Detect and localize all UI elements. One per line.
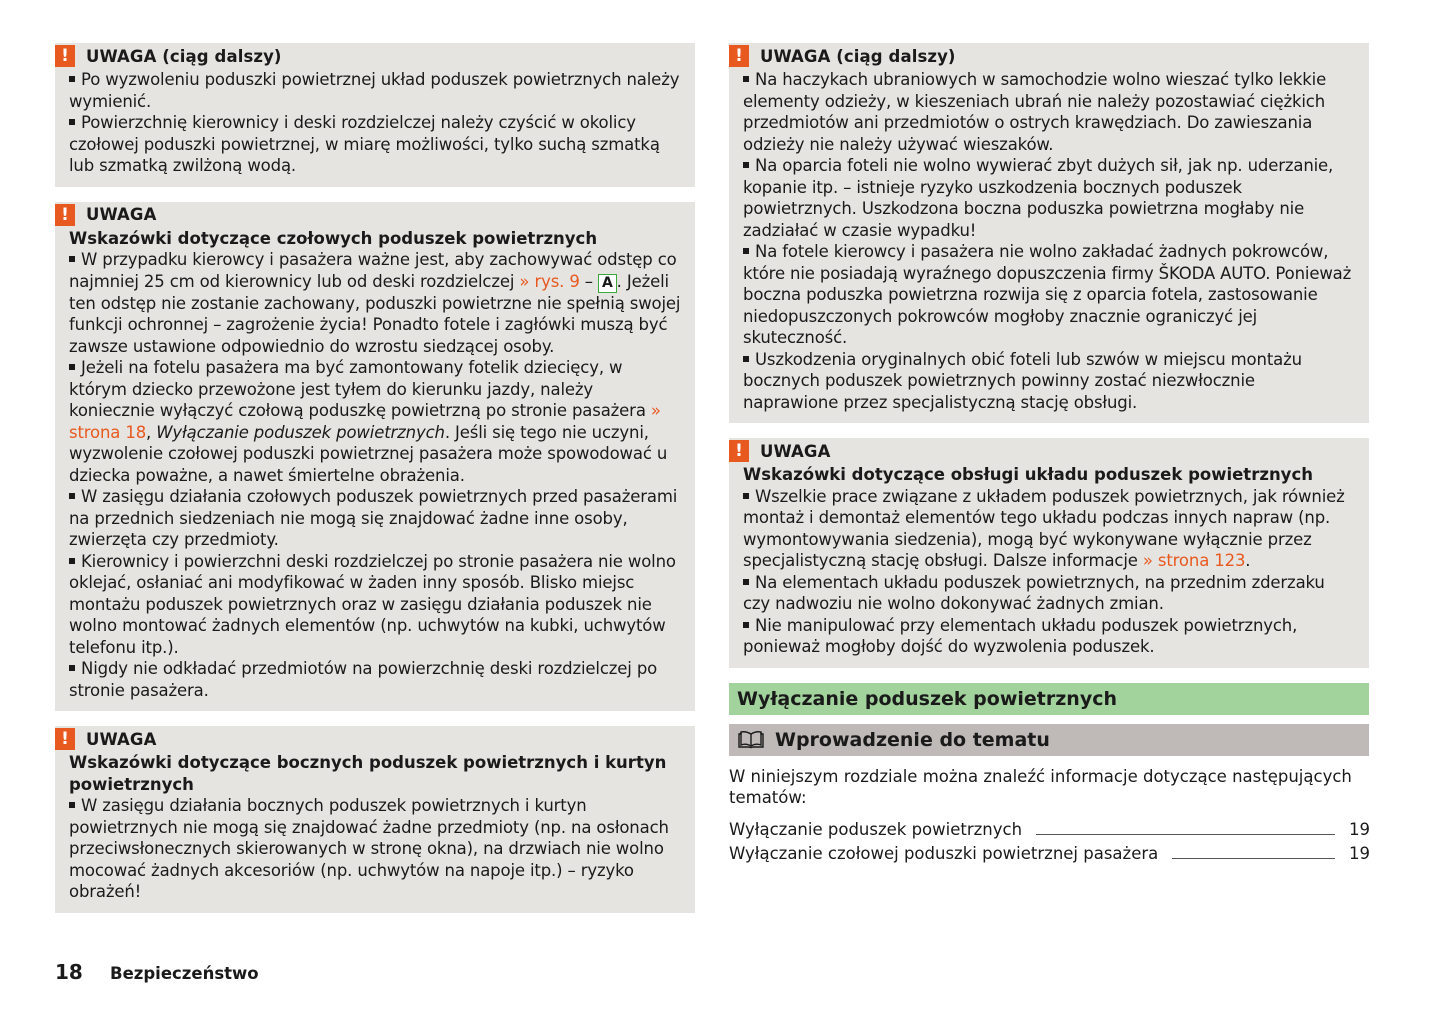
warning-item: Na haczykach ubraniowych w samochodzie wolno wieszać tylko lekkie elementy odzieży, w kieszeniach ubrań nie należy pozostawiać ciężkich przedmiotów ani przedmiotów o ostrych krawędziach. Do zawieszania odzieży nie należy używać wieszaków. [743, 70, 1327, 154]
warning-box-airbag-service [729, 438, 1369, 668]
warning-title: UWAGA (ciąg dalszy) [86, 46, 282, 66]
warning-box-side-airbags [55, 726, 695, 913]
warning-box-continued [55, 43, 695, 187]
section-heading: Wyłączanie poduszek powietrznych [729, 683, 1369, 715]
page-link[interactable]: » strona 18 [69, 401, 661, 442]
book-icon [737, 731, 765, 749]
subsection-heading [729, 724, 1369, 756]
section-reference: Wyłączanie poduszek powietrznych [156, 422, 445, 442]
toc-entry-page: 19 [1349, 843, 1370, 863]
toc-entry-label: Wyłączanie poduszek powietrznych [729, 819, 1023, 839]
figure-label-tag: A [598, 274, 617, 293]
warning-title: UWAGA [86, 205, 157, 224]
toc-leader-line [1172, 858, 1335, 859]
bullet-icon [743, 622, 749, 628]
warning-box-continued [729, 43, 1369, 423]
warning-exclamation-icon: ! [55, 45, 75, 67]
right-column [729, 43, 1369, 866]
bullet-icon [69, 119, 75, 125]
bullet-icon [69, 76, 75, 82]
warning-header [55, 726, 681, 752]
warning-header [729, 438, 1355, 464]
warning-item: Na oparcia foteli nie wolno wywierać zbyt dużych sił, jak np. uderzanie, kopanie itp. – istnieje ryzyko uszkodzenia bocznych poduszek powietrznych. Uszkodzona boczna poduszka powietrzna mogłaby nie zadziałać w czasie wypadku! [743, 156, 1334, 240]
warning-item: Nigdy nie odkładać przedmiotów na powierzchnię deski rozdzielczej po stronie pasażera. [69, 659, 658, 700]
warning-title: UWAGA [86, 729, 157, 749]
bullet-icon [69, 364, 75, 370]
warning-exclamation-icon: ! [729, 45, 749, 67]
toc-entry[interactable] [729, 842, 1369, 866]
warning-item: Na elementach układu poduszek powietrznych, na przednim zderzaku czy nadwoziu nie wolno dokonywać żadnych zmian. [743, 572, 1325, 613]
warning-header [55, 202, 681, 228]
bullet-icon [743, 76, 749, 82]
warning-item: W zasięgu działania bocznych poduszek powietrznych i kurtyn powietrznych nie mogą się znajdować żadne przedmioty (np. na osłonach przeciwsłonecznych skierowanych w stronę okna), na drzwiach nie wolno mocować żadnych akcesoriów (np. uchwytów na napoje itp.) – ryzyko obrażeń! [69, 796, 669, 901]
warning-title: UWAGA [760, 441, 831, 461]
bullet-icon [743, 356, 749, 362]
warning-item: W przypadku kierowcy i pasażera ważne jest, aby zachowywać odstęp co najmniej 25 cm od kierownicy lub od deski rozdzielczej » rys. 9 – A . Jeżeli ten odstęp nie zostanie zachowany, poduszki powietrzne nie spełnią swojej funkcji ochronnej – zagrożenie życia! Ponadto fotele i zagłówki muszą być zawsze ustawione odpowiednio do wzrostu siedzącej osoby. [69, 250, 681, 356]
table-of-contents [729, 818, 1369, 866]
warning-item: Na fotele kierowcy i pasażera nie wolno zakładać żadnych pokrowców, które nie posiadają wyraźnego dopuszczenia firmy ŠKODA AUTO. Ponieważ boczna poduszka powietrzna rozwija się z oparcia fotela, zastosowanie niedopuszczonych pokrowców mogłoby znacznie ograniczyć jej skuteczność. [743, 242, 1352, 347]
page-footer [55, 960, 259, 984]
bullet-icon [743, 493, 749, 499]
figure-link[interactable]: » rys. 9 [519, 271, 580, 291]
subsection-title: Wprowadzenie do tematu [775, 728, 1050, 751]
bullet-icon [69, 802, 75, 808]
warning-exclamation-icon: ! [729, 440, 749, 462]
warning-item: Uszkodzenia oryginalnych obić foteli lub szwów w miejscu montażu bocznych poduszek powietrznych powinny zostać niezwłocznie naprawione przez specjalistyczną stację obsługi. [743, 349, 1302, 412]
toc-entry-label: Wyłączanie czołowej poduszki powietrznej pasażera [729, 843, 1159, 863]
warning-subtitle: Wskazówki dotyczące czołowych poduszek powietrznych [69, 228, 598, 248]
toc-entry-page: 19 [1349, 819, 1370, 839]
warning-header [729, 43, 1355, 69]
warning-title: UWAGA (ciąg dalszy) [760, 46, 956, 66]
warning-box-frontal-airbags [55, 202, 695, 712]
bullet-icon [69, 558, 75, 564]
toc-leader-line [1036, 834, 1335, 835]
intro-paragraph: W niniejszym rozdziale można znaleźć informacje dotyczące następujących tematów: [729, 766, 1352, 807]
toc-entry[interactable] [729, 818, 1369, 842]
left-column [55, 43, 695, 928]
warning-exclamation-icon: ! [55, 728, 75, 750]
warning-item: Wszelkie prace związane z układem poduszek powietrznych, jak również montaż i demontaż elementów tego układu podczas innych napraw (np. wymontowywania siedzenia), mogą być wykonywane wyłącznie przez specjalistyczną stację obsługi. Dalsze informacje » strona 123. [743, 486, 1345, 570]
warning-item: Jeżeli na fotelu pasażera ma być zamontowany fotelik dziecięcy, w którym dziecko przewożone jest tyłem do kierunku jazdy, należy koniecznie wyłączyć czołową poduszkę powietrzną po stronie pasażera » strona 18, Wyłączanie poduszek powietrznych. Jeśli się tego nie uczyni, wyzwolenie czołowej poduszki powietrznej pasażera może spowodować u dziecka poważne, a nawet śmiertelne obrażenia. [69, 358, 668, 485]
page-link[interactable]: » strona 123 [1142, 551, 1246, 570]
warning-subtitle: Wskazówki dotyczące bocznych poduszek powietrznych i kurtyn powietrznych [69, 753, 667, 794]
page-number: 18 [55, 960, 83, 984]
warning-item: Po wyzwoleniu poduszki powietrznej układ poduszek powietrznych należy wymienić. [69, 70, 680, 111]
bullet-icon [743, 579, 749, 585]
chapter-title: Bezpieczeństwo [110, 964, 259, 983]
bullet-icon [69, 256, 75, 262]
bullet-icon [69, 665, 75, 671]
warning-item: Kierownicy i powierzchni deski rozdzielczej po stronie pasażera nie wolno oklejać, osłaniać ani modyfikować w żaden inny sposób. Blisko miejsc montażu poduszek powietrznych oraz w zasięgu działania poduszek nie wolno montować żadnych elementów (np. uchwytów na kubki, uchwytów telefonu itp.). [69, 551, 676, 657]
warning-item: Nie manipulować przy elementach układu poduszek powietrznych, ponieważ mogłoby dojść do wyzwolenia poduszek. [743, 615, 1298, 656]
warning-subtitle: Wskazówki dotyczące obsługi układu poduszek powietrznych [743, 465, 1313, 484]
warning-header [55, 43, 681, 69]
warning-exclamation-icon: ! [55, 204, 75, 226]
warning-item: W zasięgu działania czołowych poduszek powietrznych przed pasażerami na przednich siedzeniach nie mogą się znajdować żadne inne osoby, zwierzęta czy przedmioty. [69, 487, 678, 549]
bullet-icon [743, 248, 749, 254]
warning-item: Powierzchnię kierownicy i deski rozdzielczej należy czyścić w okolicy czołowej poduszki powietrznej, w miarę możliwości, tylko suchą szmatką lub szmatką zwilżoną wodą. [69, 113, 660, 175]
bullet-icon [69, 493, 75, 499]
bullet-icon [743, 162, 749, 168]
